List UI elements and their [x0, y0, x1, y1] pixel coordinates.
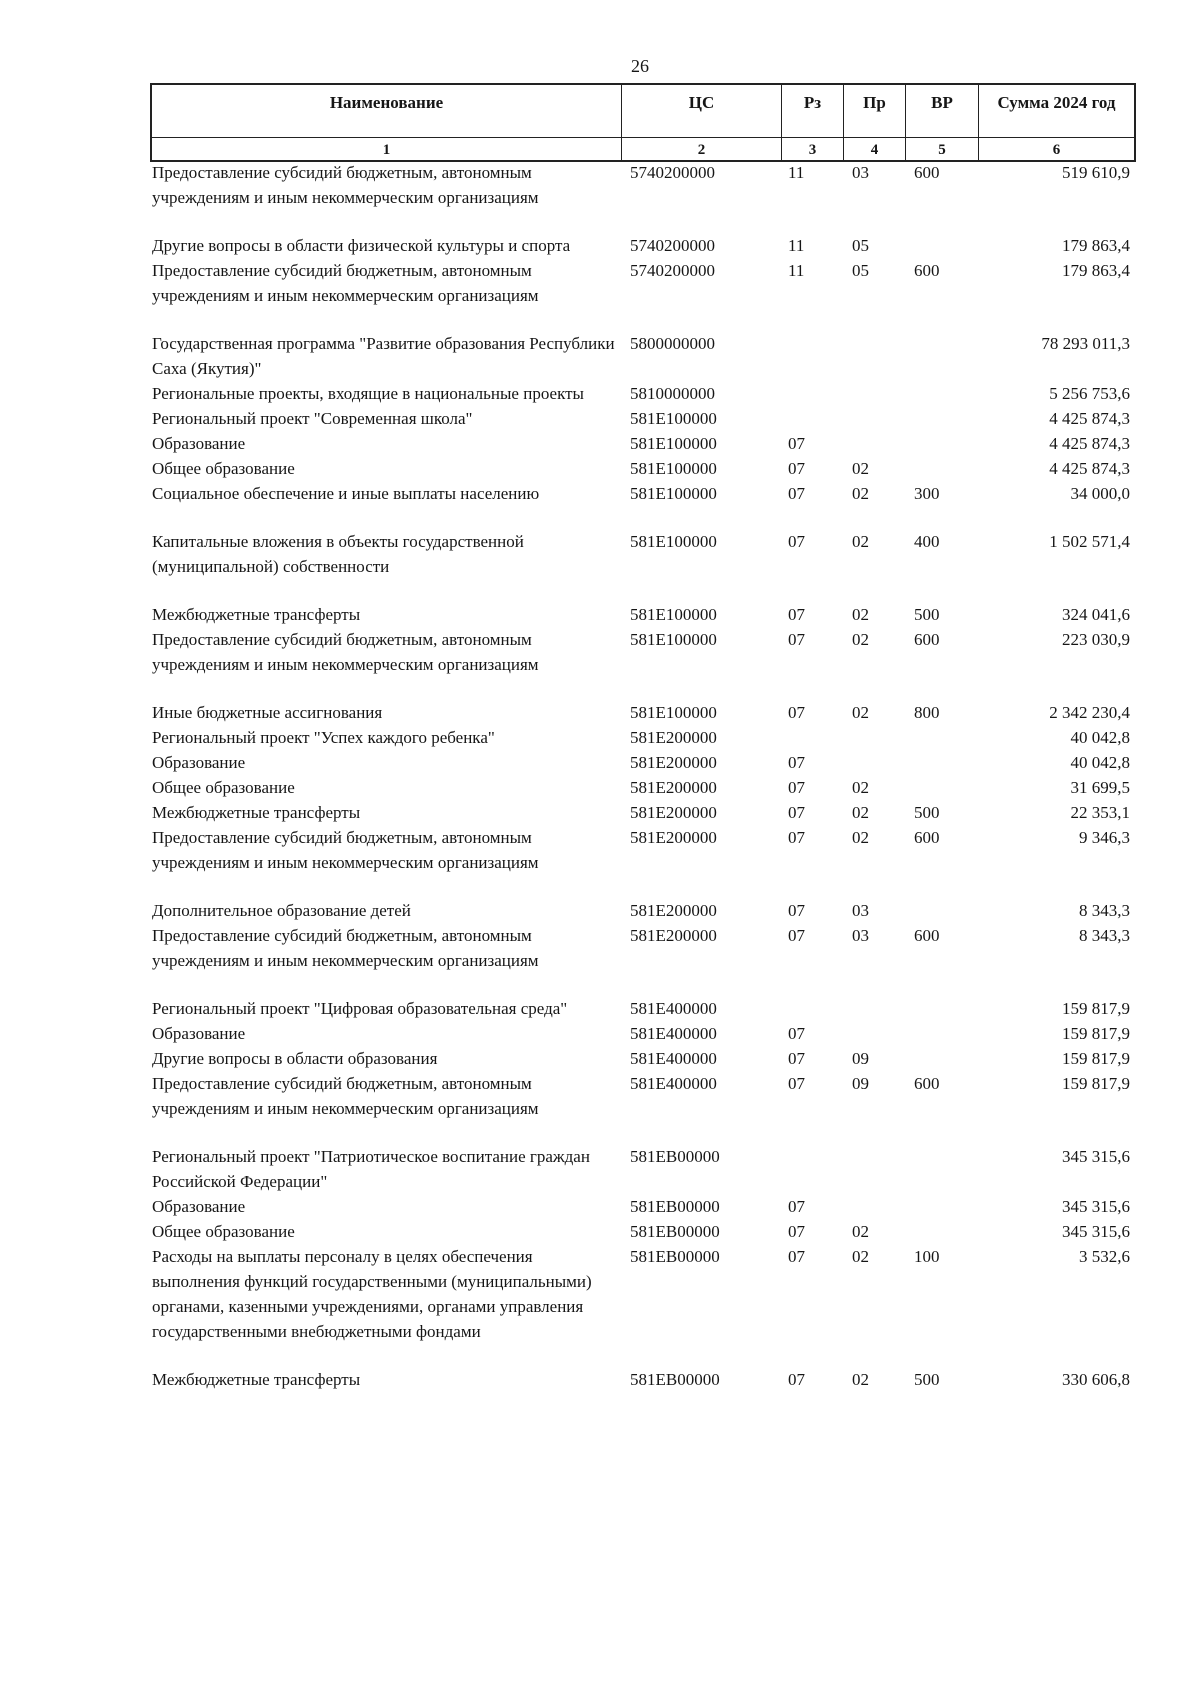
cell-rz: 07 — [788, 1197, 805, 1216]
cell-cs: 581EB00000 — [630, 1247, 720, 1266]
cell-vr: 600 — [914, 926, 940, 945]
cell-sum: 1 502 571,4 — [1049, 532, 1130, 551]
cell-vr: 300 — [914, 484, 940, 503]
cell-cs: 581E100000 — [630, 459, 717, 478]
cell-vr — [914, 331, 984, 381]
page-number: 26 — [631, 56, 649, 76]
table-row — [152, 800, 1136, 825]
cell-name: Иные бюджетные ассигнования — [152, 703, 383, 722]
cell-vr — [914, 1144, 984, 1194]
cell-pr: 02 — [852, 630, 869, 649]
cell-rz — [788, 381, 852, 406]
cell-cs: 581E100000 — [630, 532, 717, 551]
header-num-3: 3 — [782, 138, 844, 160]
cell-pr: 02 — [852, 703, 869, 722]
table-row — [152, 1219, 1136, 1244]
table-row — [152, 331, 1136, 381]
table-row — [152, 750, 1136, 775]
cell-sum: 159 817,9 — [1062, 1049, 1130, 1068]
header-rz: Рз — [782, 85, 844, 137]
cell-name: Другие вопросы в области образования — [152, 1049, 438, 1068]
cell-sum: 330 606,8 — [1062, 1370, 1130, 1389]
table-row — [152, 923, 1136, 973]
table-row — [152, 825, 1136, 875]
cell-pr: 03 — [852, 926, 869, 945]
header-num-4: 4 — [844, 138, 906, 160]
cell-rz: 07 — [788, 828, 805, 847]
cell-pr: 03 — [852, 163, 869, 182]
cell-name: Региональный проект "Успех каждого ребенка" — [152, 728, 495, 747]
cell-cs: 581EB00000 — [630, 1147, 720, 1166]
cell-rz: 07 — [788, 901, 805, 920]
table-row — [152, 725, 1136, 750]
cell-sum: 9 346,3 — [1079, 828, 1130, 847]
cell-sum: 40 042,8 — [1070, 753, 1130, 772]
cell-vr — [914, 1021, 984, 1046]
cell-pr — [852, 381, 914, 406]
cell-cs: 581E100000 — [630, 484, 717, 503]
cell-pr: 05 — [852, 236, 869, 255]
cell-name: Предоставление субсидий бюджетным, автономным учреждениям и иным некоммерческим организациям — [152, 163, 539, 207]
table-row — [152, 529, 1136, 579]
cell-rz: 07 — [788, 926, 805, 945]
cell-vr: 600 — [914, 828, 940, 847]
cell-vr: 100 — [914, 1247, 940, 1266]
cell-pr: 02 — [852, 459, 869, 478]
cell-name: Образование — [152, 753, 246, 772]
cell-pr: 09 — [852, 1049, 869, 1068]
cell-rz: 07 — [788, 803, 805, 822]
cell-sum: 4 425 874,3 — [1049, 459, 1130, 478]
cell-pr — [852, 1144, 914, 1194]
cell-rz: 07 — [788, 1222, 805, 1241]
cell-sum: 519 610,9 — [1062, 163, 1130, 182]
cell-rz: 07 — [788, 1049, 805, 1068]
header-num-2: 2 — [622, 138, 782, 160]
table-row — [152, 1046, 1136, 1071]
table-row — [152, 1194, 1136, 1219]
cell-name: Предоставление субсидий бюджетным, автономным учреждениям и иным некоммерческим организациям — [152, 630, 539, 674]
cell-cs: 581EB00000 — [630, 1197, 720, 1216]
cell-pr: 02 — [852, 778, 869, 797]
table-row — [152, 700, 1136, 725]
cell-pr — [852, 331, 914, 381]
cell-rz: 11 — [788, 236, 805, 255]
cell-rz: 07 — [788, 484, 805, 503]
cell-vr — [914, 381, 984, 406]
cell-sum: 179 863,4 — [1062, 261, 1130, 280]
cell-name: Межбюджетные трансферты — [152, 605, 361, 624]
table-row — [152, 431, 1136, 456]
cell-name: Другие вопросы в области физической культуры и спорта — [152, 236, 571, 255]
cell-sum: 345 315,6 — [1062, 1197, 1130, 1216]
cell-cs: 5740200000 — [630, 236, 715, 255]
cell-vr — [914, 725, 984, 750]
cell-sum: 345 315,6 — [1062, 1222, 1130, 1241]
cell-sum: 8 343,3 — [1079, 901, 1130, 920]
cell-sum: 22 353,1 — [1070, 803, 1130, 822]
cell-cs: 581E200000 — [630, 926, 717, 945]
cell-cs: 581E100000 — [630, 630, 717, 649]
cell-rz — [788, 996, 852, 1021]
header-num-5: 5 — [906, 138, 979, 160]
cell-name: Предоставление субсидий бюджетным, автономным учреждениям и иным некоммерческим организациям — [152, 926, 539, 970]
table-row — [152, 1367, 1136, 1392]
cell-name: Образование — [152, 1197, 246, 1216]
cell-vr: 500 — [914, 803, 940, 822]
cell-vr: 600 — [914, 261, 940, 280]
cell-name: Общее образование — [152, 459, 295, 478]
cell-sum: 5 256 753,6 — [1049, 384, 1130, 403]
cell-vr — [914, 1046, 984, 1071]
cell-name: Общее образование — [152, 778, 295, 797]
cell-rz: 07 — [788, 1247, 805, 1266]
table-row — [152, 1071, 1136, 1121]
cell-sum: 159 817,9 — [1062, 999, 1130, 1018]
cell-name: Образование — [152, 434, 246, 453]
cell-cs: 5810000000 — [630, 384, 715, 403]
cell-rz: 07 — [788, 778, 805, 797]
cell-cs: 581E400000 — [630, 1049, 717, 1068]
cell-name: Предоставление субсидий бюджетным, автономным учреждениям и иным некоммерческим организациям — [152, 828, 539, 872]
cell-name: Межбюджетные трансферты — [152, 803, 361, 822]
header-row-numbers — [152, 138, 1134, 160]
cell-rz: 07 — [788, 434, 805, 453]
cell-sum: 31 699,5 — [1070, 778, 1130, 797]
header-pr: Пр — [844, 85, 906, 137]
cell-cs: 581E400000 — [630, 1024, 717, 1043]
cell-cs: 581E100000 — [630, 434, 717, 453]
cell-vr — [914, 898, 984, 923]
cell-pr — [852, 750, 914, 775]
cell-vr — [914, 1194, 984, 1219]
cell-pr: 09 — [852, 1074, 869, 1093]
cell-pr: 02 — [852, 1247, 869, 1266]
cell-name: Общее образование — [152, 1222, 295, 1241]
cell-name: Региональный проект "Патриотическое воспитание граждан Российской Федерации" — [152, 1147, 590, 1191]
cell-name: Межбюджетные трансферты — [152, 1370, 361, 1389]
cell-pr: 02 — [852, 532, 869, 551]
cell-vr: 600 — [914, 163, 940, 182]
header-sum: Сумма 2024 год — [997, 93, 1116, 112]
cell-rz: 07 — [788, 703, 805, 722]
cell-sum: 159 817,9 — [1062, 1074, 1130, 1093]
cell-cs: 581EB00000 — [630, 1370, 720, 1389]
table-row — [152, 1244, 1136, 1344]
cell-rz: 07 — [788, 630, 805, 649]
table-row — [152, 481, 1136, 506]
cell-vr: 400 — [914, 532, 940, 551]
cell-vr: 500 — [914, 605, 940, 624]
cell-vr — [914, 775, 984, 800]
table-row — [152, 996, 1136, 1021]
cell-name: Региональный проект "Цифровая образовательная среда" — [152, 999, 568, 1018]
cell-rz — [788, 406, 852, 431]
cell-cs: 581E200000 — [630, 901, 717, 920]
cell-pr — [852, 725, 914, 750]
cell-rz — [788, 1144, 852, 1194]
cell-rz: 07 — [788, 459, 805, 478]
header-cs: ЦС — [622, 85, 782, 137]
header-name: Наименование — [152, 85, 622, 137]
cell-name: Социальное обеспечение и иные выплаты населению — [152, 484, 540, 503]
cell-cs: 581E100000 — [630, 703, 717, 722]
cell-sum: 8 343,3 — [1079, 926, 1130, 945]
cell-pr — [852, 1021, 914, 1046]
cell-name: Региональные проекты, входящие в национальные проекты — [152, 384, 584, 403]
cell-pr: 05 — [852, 261, 869, 280]
cell-pr: 02 — [852, 828, 869, 847]
table-row — [152, 898, 1136, 923]
table-row — [152, 456, 1136, 481]
cell-vr — [914, 456, 984, 481]
cell-pr — [852, 1194, 914, 1219]
cell-name: Государственная программа "Развитие образования Республики Саха (Якутия)" — [152, 334, 615, 378]
cell-cs: 581E100000 — [630, 605, 717, 624]
cell-name: Образование — [152, 1024, 246, 1043]
cell-sum: 4 425 874,3 — [1049, 409, 1130, 428]
table-header — [150, 83, 1136, 162]
cell-name: Дополнительное образование детей — [152, 901, 411, 920]
table-row — [152, 406, 1136, 431]
header-row-titles — [152, 85, 1134, 138]
header-num-6: 6 — [1052, 142, 1061, 158]
cell-sum: 324 041,6 — [1062, 605, 1130, 624]
cell-cs: 581E400000 — [630, 1074, 717, 1093]
cell-pr: 03 — [852, 901, 869, 920]
cell-vr — [914, 1219, 984, 1244]
cell-sum: 3 532,6 — [1079, 1247, 1130, 1266]
table-row — [152, 1144, 1136, 1194]
cell-cs: 581E400000 — [630, 999, 717, 1018]
cell-cs: 581E100000 — [630, 409, 717, 428]
cell-cs: 5740200000 — [630, 163, 715, 182]
cell-vr — [914, 750, 984, 775]
cell-pr: 02 — [852, 605, 869, 624]
header-vr: ВР — [906, 85, 979, 137]
cell-name: Предоставление субсидий бюджетным, автономным учреждениям и иным некоммерческим организациям — [152, 1074, 539, 1118]
cell-cs: 5800000000 — [630, 334, 715, 353]
table-row — [152, 602, 1136, 627]
cell-rz: 07 — [788, 532, 805, 551]
cell-sum: 345 315,6 — [1062, 1147, 1130, 1166]
cell-name: Региональный проект "Современная школа" — [152, 409, 473, 428]
table-row — [152, 233, 1136, 258]
cell-cs: 581E200000 — [630, 728, 717, 747]
cell-cs: 581E200000 — [630, 803, 717, 822]
cell-sum: 159 817,9 — [1062, 1024, 1130, 1043]
cell-cs: 581EB00000 — [630, 1222, 720, 1241]
cell-pr: 02 — [852, 803, 869, 822]
cell-sum: 78 293 011,3 — [1041, 334, 1130, 353]
cell-rz: 11 — [788, 163, 805, 182]
cell-vr — [914, 233, 984, 258]
table-row — [152, 1021, 1136, 1046]
cell-vr: 500 — [914, 1370, 940, 1389]
cell-cs: 5740200000 — [630, 261, 715, 280]
table-row — [152, 381, 1136, 406]
cell-pr: 02 — [852, 1370, 869, 1389]
cell-sum: 223 030,9 — [1062, 630, 1130, 649]
cell-sum: 4 425 874,3 — [1049, 434, 1130, 453]
cell-rz — [788, 331, 852, 381]
cell-vr: 600 — [914, 630, 940, 649]
table-row — [152, 627, 1136, 677]
cell-rz: 11 — [788, 261, 805, 280]
table-body — [152, 160, 1136, 1392]
cell-name: Капитальные вложения в объекты государственной (муниципальной) собственности — [152, 532, 524, 576]
cell-pr — [852, 996, 914, 1021]
cell-name: Расходы на выплаты персоналу в целях обеспечения выполнения функций государственными (муниципальными) органами, казенными учреждениями, органами управления государственными внебюджетными фондами — [152, 1247, 592, 1341]
cell-vr — [914, 996, 984, 1021]
cell-rz: 07 — [788, 1024, 805, 1043]
cell-vr: 800 — [914, 703, 940, 722]
cell-sum: 40 042,8 — [1070, 728, 1130, 747]
cell-rz: 07 — [788, 605, 805, 624]
table-row — [152, 258, 1136, 308]
table-row — [152, 775, 1136, 800]
cell-pr — [852, 431, 914, 456]
cell-rz: 07 — [788, 753, 805, 772]
cell-name: Предоставление субсидий бюджетным, автономным учреждениям и иным некоммерческим организациям — [152, 261, 539, 305]
cell-pr: 02 — [852, 1222, 869, 1241]
cell-vr — [914, 431, 984, 456]
cell-vr — [914, 406, 984, 431]
cell-sum: 2 342 230,4 — [1049, 703, 1130, 722]
cell-sum: 179 863,4 — [1062, 236, 1130, 255]
cell-sum: 34 000,0 — [1070, 484, 1130, 503]
cell-rz — [788, 725, 852, 750]
cell-cs: 581E200000 — [630, 828, 717, 847]
cell-cs: 581E200000 — [630, 753, 717, 772]
cell-rz: 07 — [788, 1074, 805, 1093]
header-num-1: 1 — [152, 138, 622, 160]
cell-vr: 600 — [914, 1074, 940, 1093]
cell-pr: 02 — [852, 484, 869, 503]
cell-pr — [852, 406, 914, 431]
cell-rz: 07 — [788, 1370, 805, 1389]
table-row — [152, 160, 1136, 210]
cell-cs: 581E200000 — [630, 778, 717, 797]
